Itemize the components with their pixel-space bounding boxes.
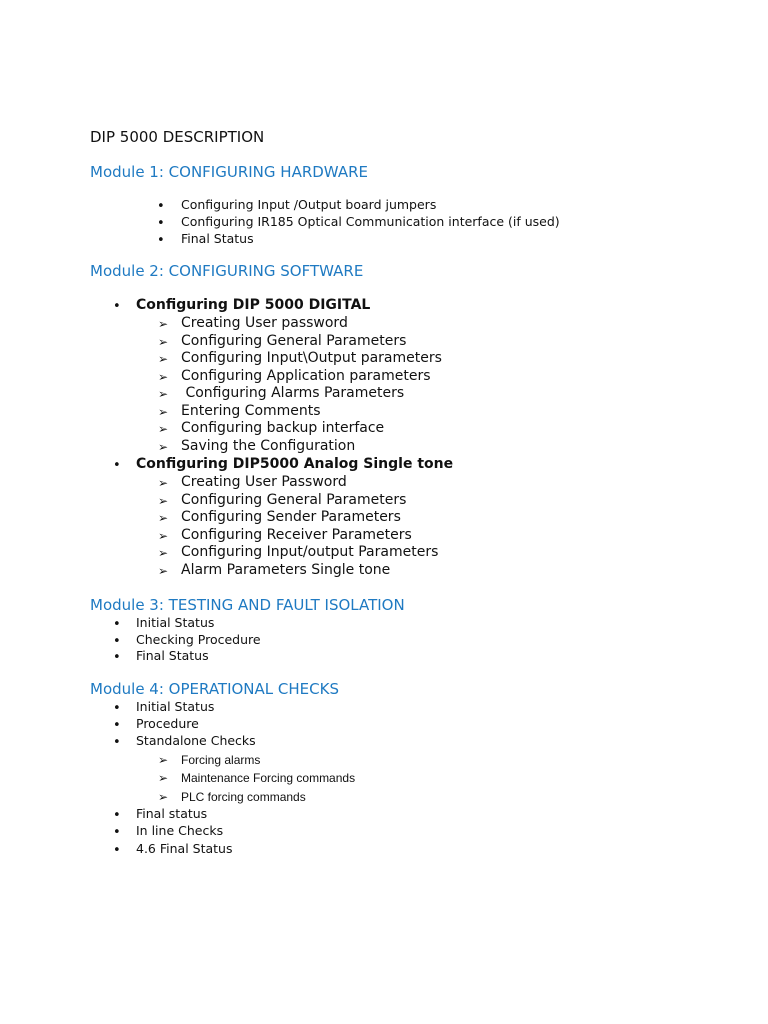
bullet-icon: • xyxy=(157,199,165,214)
arrow-bullet-icon: ➢ xyxy=(158,370,169,384)
bullet-icon: • xyxy=(113,843,121,858)
list-item-label: Final status xyxy=(136,806,208,821)
module-1-heading: Module 1: CONFIGURING HARDWARE xyxy=(90,163,368,181)
list-item-label: Configuring backup interface xyxy=(181,420,385,436)
arrow-bullet-icon: ➢ xyxy=(158,387,169,401)
bullet-icon: • xyxy=(113,735,121,750)
list-item-label: Final Status xyxy=(136,648,209,663)
arrow-bullet-icon: ➢ xyxy=(158,422,169,436)
module-3-heading: Module 3: TESTING AND FAULT ISOLATION xyxy=(90,596,405,614)
bullet-icon: • xyxy=(113,617,121,632)
list-item-label: Creating User password xyxy=(181,315,348,331)
arrow-bullet-icon: ➢ xyxy=(158,511,169,525)
list-item-label: 4.6 Final Status xyxy=(136,841,233,856)
bullet-icon: • xyxy=(113,808,121,823)
bullet-icon: • xyxy=(113,634,121,649)
arrow-bullet-icon: ➢ xyxy=(158,352,169,366)
arrow-bullet-icon: ➢ xyxy=(158,405,169,419)
arrow-bullet-icon: ➢ xyxy=(158,753,169,767)
list-item-label: In line Checks xyxy=(136,823,224,838)
group-label: Configuring DIP5000 Analog Single tone xyxy=(136,456,454,472)
bullet-icon: • xyxy=(113,299,121,314)
arrow-bullet-icon: ➢ xyxy=(158,494,169,508)
list-item-label: Configuring General Parameters xyxy=(181,333,407,349)
list-item-label: Configuring Alarms Parameters xyxy=(181,385,405,401)
arrow-bullet-icon: ➢ xyxy=(158,790,169,804)
arrow-bullet-icon: ➢ xyxy=(158,476,169,490)
arrow-bullet-icon: ➢ xyxy=(158,335,169,349)
arrow-bullet-icon: ➢ xyxy=(158,546,169,560)
arrow-bullet-icon: ➢ xyxy=(158,564,169,578)
list-item-label: Configuring Sender Parameters xyxy=(181,509,401,525)
list-item-label: Configuring Receiver Parameters xyxy=(181,527,412,543)
bullet-icon: • xyxy=(113,650,121,665)
bullet-icon: • xyxy=(113,825,121,840)
list-item-label: Entering Comments xyxy=(181,403,321,419)
list-item-label: Forcing alarms xyxy=(181,753,261,767)
list-item-label: Configuring Input/output Parameters xyxy=(181,544,439,560)
list-item-label: Configuring Input /Output board jumpers xyxy=(181,197,437,212)
arrow-bullet-icon: ➢ xyxy=(158,529,169,543)
module-2-heading: Module 2: CONFIGURING SOFTWARE xyxy=(90,262,364,280)
bullet-icon: • xyxy=(113,718,121,733)
list-item-label: Configuring General Parameters xyxy=(181,492,407,508)
list-item-label: Standalone Checks xyxy=(136,733,256,748)
module-4-heading: Module 4: OPERATIONAL CHECKS xyxy=(90,680,339,698)
arrow-bullet-icon: ➢ xyxy=(158,440,169,454)
group-label: Configuring DIP 5000 DIGITAL xyxy=(136,297,371,313)
bullet-icon: • xyxy=(157,233,165,248)
list-item-label: Configuring Input\Output parameters xyxy=(181,350,442,366)
list-item-label: Initial Status xyxy=(136,615,215,630)
document-title: DIP 5000 DESCRIPTION xyxy=(90,128,265,146)
list-item-label: Checking Procedure xyxy=(136,632,261,647)
bullet-icon: • xyxy=(113,458,121,473)
list-item-label: Configuring IR185 Optical Communication interface (if used) xyxy=(181,214,560,229)
bullet-icon: • xyxy=(113,701,121,716)
arrow-bullet-icon: ➢ xyxy=(158,317,169,331)
list-item-label: Configuring Application parameters xyxy=(181,368,431,384)
bullet-icon: • xyxy=(157,216,165,231)
list-item-label: Saving the Configuration xyxy=(181,438,356,454)
arrow-bullet-icon: ➢ xyxy=(158,771,169,785)
list-item-label: Alarm Parameters Single tone xyxy=(181,562,391,578)
list-item-label: Final Status xyxy=(181,231,254,246)
list-item-label: Maintenance Forcing commands xyxy=(181,771,356,785)
list-item-label: PLC forcing commands xyxy=(181,790,306,804)
list-item-label: Procedure xyxy=(136,716,199,731)
list-item-label: Initial Status xyxy=(136,699,215,714)
list-item-label: Creating User Password xyxy=(181,474,347,490)
